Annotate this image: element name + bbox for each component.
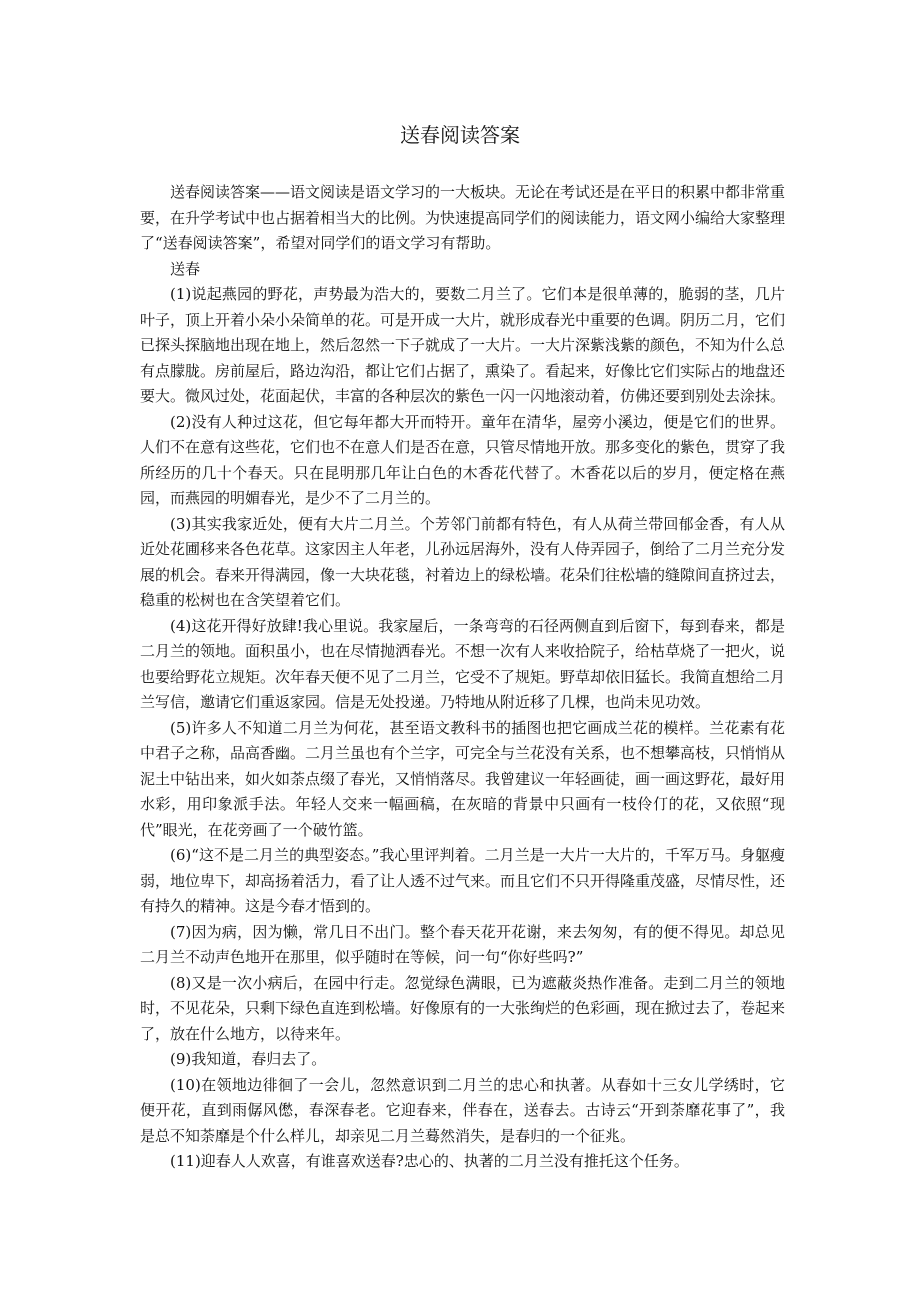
intro-paragraph: 送春阅读答案——语文阅读是语文学习的一大板块。无论在考试还是在平日的积累中都非常重要，在升学考试中也占据着相当大的比例。为快速提高同学们的阅读能力，语文网小编给大家整理了“送春阅读答案”，希望对同学们的语文学习有帮助。 <box>140 183 786 252</box>
paragraph-7: (7)因为病，因为懒，常几日不出门。整个春天花开花谢，来去匆匆，有的便不得见。却总见二月兰不动声色地开在那里，似乎随时在等候，问一句“你好些吗?” <box>140 922 785 966</box>
paragraph-8: (8)又是一次小病后，在园中行走。忽觉绿色满眼，已为遮蔽炎热作准备。走到二月兰的领地时，不见花朵，只剩下绿色直连到松墙。好像原有的一大张绚烂的色彩画，现在掀过去了，卷起来了，放在什么地方，以待来年。 <box>140 973 786 1043</box>
paragraph-3: (3)其实我家近处，便有大片二月兰。个芳邻门前都有特色，有人从荷兰带回郁金香，有人从近处花圃移来各色花草。这家因主人年老，儿孙远居海外，没有人侍弄园子，倒给了二月兰充分发展的机会。春来开得满园，像一大块花毯，衬着边上的绿松墙。花朵们往松墙的缝隙间直挤过去，稳重的松树也在含笑望着它们。 <box>140 514 786 609</box>
essay-title: 送春 <box>170 259 201 278</box>
paragraph-5: (5)许多人不知道二月兰为何花，甚至语文教科书的插图也把它画成兰花的模样。兰花素有花中君子之称，品高香幽。二月兰虽也有个兰字，可完全与兰花没有关系，也不想攀高枝，只悄悄从泥土中钻出来，如火如荼点缀了春光，又悄悄落尽。我曾建议一年轻画徒，画一画这野花，最好用水彩，用印象派手法。年轻人交来一幅画稿，在灰暗的背景中只画有一枝伶仃的花，又依照“现代”眼光，在花旁画了一个破竹篮。 <box>140 718 786 839</box>
document-body <box>140 180 785 1175</box>
paragraph-4: (4)这花开得好放肆!我心里说。我家屋后，一条弯弯的石径两侧直到后窗下，每到春来，都是二月兰的领地。面积虽小，也在尽情抛洒春光。不想一次有人来收拾院子，给枯草烧了一把火，说也要给野花立规矩。次年春天便不见了二月兰，它受不了规矩。野草却依旧猛长。我简直想给二月兰写信，邀请它们重返家园。信是无处投递。乃特地从附近移了几棵，也尚未见功效。 <box>140 616 786 711</box>
paragraph-9: (9)我知道，春归去了。 <box>170 1050 327 1068</box>
paragraph-10: (10)在领地边徘徊了一会儿，忽然意识到二月兰的忠心和执著。从春如十三女儿学绣时，它便开花，直到雨僝风僽，春深春老。它迎春来，伴春在，送春去。古诗云“开到荼靡花事了”，我是总不知荼靡是个什么样儿，却亲见二月兰蓦然消失，是春归的一个征兆。 <box>140 1075 785 1145</box>
document-title: 送春阅读答案 <box>400 123 520 147</box>
paragraph-11: (11)迎春人人欢喜，有谁喜欢送春?忠心的、执著的二月兰没有推托这个任务。 <box>170 1152 689 1170</box>
paragraph-6: (6)“这不是二月兰的典型姿态。”我心里评判着。二月兰是一大片一大片的，千军万马。身躯瘦弱，地位卑下，却高扬着活力，看了让人透不过气来。而且它们不只开得隆重茂盛，尽情尽性，还有持久的精神。这是今春才悟到的。 <box>140 846 786 915</box>
paragraph-2: (2)没有人种过这花，但它每年都大开而特开。童年在清华，屋旁小溪边，便是它们的世界。人们不在意有这些花，它们也不在意人们是否在意，只管尽情地开放。那多变化的紫色，贯穿了我所经历的几十个春天。只在昆明那几年让白色的木香花代替了。木香花以后的岁月，便定格在燕园，而燕园的明媚春光，是少不了二月兰的。 <box>140 412 786 507</box>
paragraph-1: (1)说起燕园的野花，声势最为浩大的，要数二月兰了。它们本是很单薄的，脆弱的茎，几片叶子，顶上开着小朵小朵简单的花。可是开成一大片，就形成春光中重要的色调。阴历二月，它们已探头探脑地出现在地上，然后忽然一下子就成了一大片。一大片深紫浅紫的颜色，不知为什么总有点朦胧。房前屋后，路边沟沿，都让它们占据了，熏染了。看起来，好像比它们实际占的地盘还要大。微风过处，花面起伏，丰富的各种层次的紫色一闪一闪地滚动着，仿佛还要到别处去涂抹。 <box>140 285 786 405</box>
